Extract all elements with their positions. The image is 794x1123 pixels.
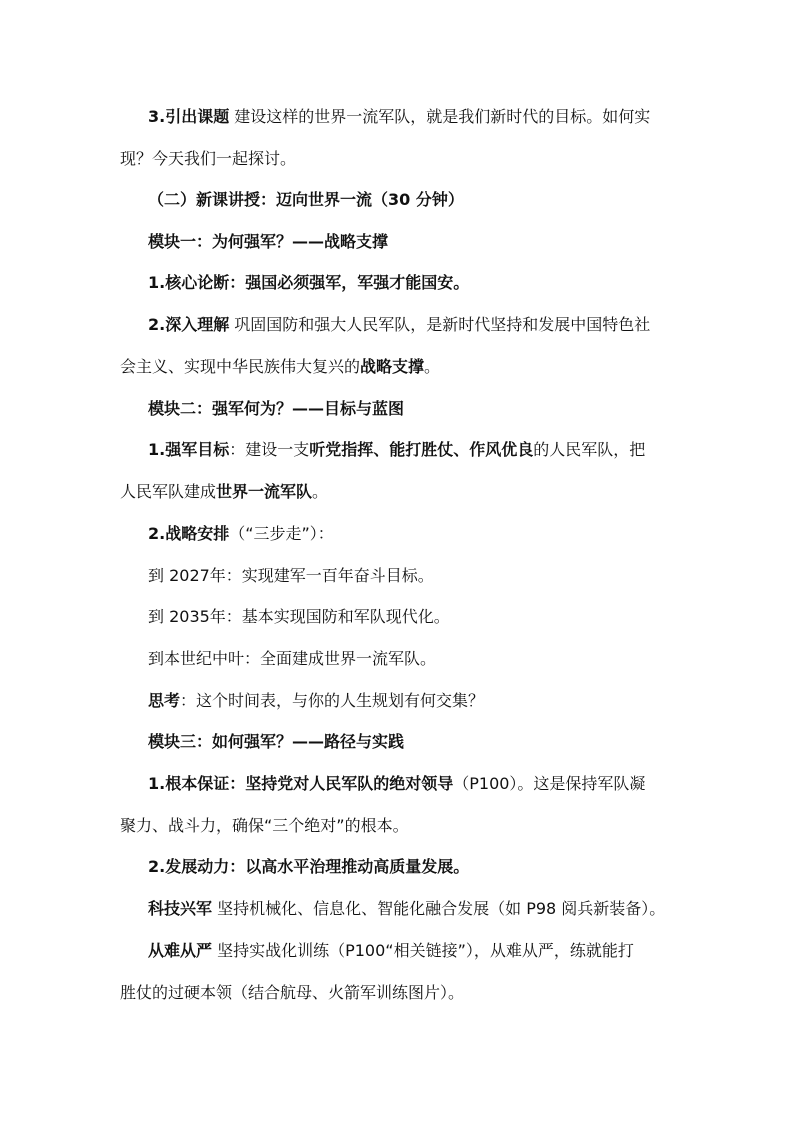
intro-text-a: 建设这样的世界一流军队，就是我们新时代的目标。如何实 [229, 107, 651, 126]
module1-item2-text-b-post: 。 [424, 357, 441, 376]
module2-item1-line-1 [148, 439, 728, 461]
module2-item1-c3: 。 [312, 482, 329, 501]
module2-think [148, 690, 728, 712]
module1-item2-line-1 [148, 314, 728, 336]
module2-item2-text: （“三步走”）： [229, 524, 334, 543]
module1-item2-line-2 [120, 356, 700, 378]
module1-item2-text-b-pre: 会主义、实现中华民族伟大复兴的 [120, 357, 361, 376]
module3-heading: 模块三：如何强军？——路径与实践 [148, 732, 405, 751]
intro-text-b: 现？今天我们一起探讨。 [120, 149, 297, 168]
module1-heading: 模块一：为何强军？——战略支撑 [148, 232, 389, 251]
module1-item2-label: 2.深入理解 [148, 315, 230, 334]
module2-item2-label: 2.战略安排 [148, 524, 230, 543]
intro-paragraph-line-1 [148, 106, 728, 128]
module2-step-1: 到 2027年：实现建军一百年奋斗目标。 [148, 566, 434, 585]
module1-item2-text-b-bold: 战略支撑 [360, 357, 425, 376]
module2-step-3: 到本世纪中叶：全面建成世界一流军队。 [148, 649, 437, 668]
module3-strict-text-a: 坚持实战化训练（P100“相关链接”），从难从严，练就能打 [212, 941, 634, 960]
module3-tech-text: 坚持机械化、信息化、智能化融合发展（如 P98 阅兵新装备）。 [212, 899, 666, 918]
section-heading: （二）新课讲授：迈向世界一流（30 分钟） [148, 190, 464, 209]
module1-item1: 1.核心论断：强国必须强军，军强才能国安。 [148, 273, 470, 292]
module1-item2-text-a: 巩固国防和强大人民军队，是新时代坚持和发展中国特色社 [229, 315, 651, 334]
module2-item1-a1: ：建设一支 [229, 440, 310, 459]
module2-item1-label: 1.强军目标 [148, 440, 230, 459]
module2-item1-b1: 听党指挥、能打胜仗、作风优良 [309, 440, 534, 459]
module3-item1-line-1 [148, 773, 728, 795]
module3-item1-bold: ：坚持党对人民军队的绝对领导 [229, 774, 454, 793]
module2-item2 [148, 523, 728, 545]
module2-think-text: ：这个时间表，与你的人生规划有何交集？ [180, 691, 485, 710]
module3-strict-line-2: 胜仗的过硬本领（结合航母、火箭军训练图片）。 [120, 983, 465, 1002]
module3-strict-label: 从难从严 [148, 941, 213, 960]
intro-label: 3.引出课题 [148, 107, 230, 126]
module3-item1-line-2: 聚力、战斗力，确保“三个绝对”的根本。 [120, 816, 409, 835]
module3-tech [148, 898, 728, 920]
module3-item2: 2.发展动力：以高水平治理推动高质量发展。 [148, 857, 470, 876]
module3-tech-label: 科技兴军 [148, 899, 213, 918]
module2-item1-line-2 [120, 481, 700, 503]
module3-strict-line-1 [148, 940, 728, 962]
module3-item1-rest: （P100）。这是保持军队凝 [453, 774, 646, 793]
module3-item1-label: 1.根本保证 [148, 774, 230, 793]
module2-item1-c2: 世界一流军队 [216, 482, 313, 501]
intro-paragraph-line-2 [120, 148, 700, 170]
module2-heading: 模块二：强军何为？——目标与蓝图 [148, 399, 405, 418]
module2-item1-c1: 人民军队建成 [120, 482, 217, 501]
module2-think-label: 思考 [148, 691, 181, 710]
module2-step-2: 到 2035年：基本实现国防和军队现代化。 [148, 607, 450, 626]
module2-item1-a2: 的人民军队，把 [533, 440, 646, 459]
